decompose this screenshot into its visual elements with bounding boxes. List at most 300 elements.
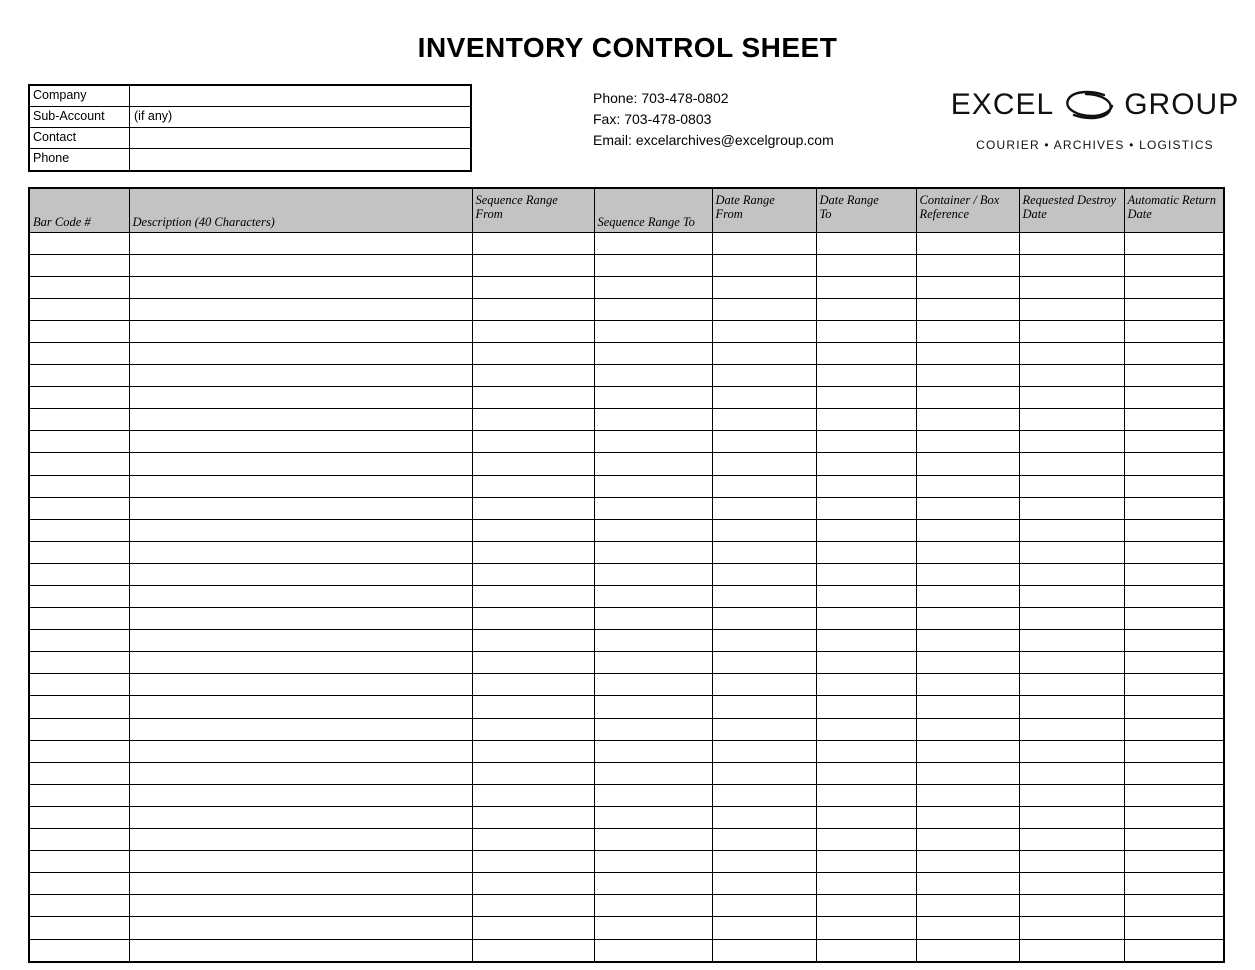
table-cell[interactable] bbox=[816, 806, 916, 828]
table-cell[interactable] bbox=[594, 740, 712, 762]
table-cell[interactable] bbox=[472, 829, 594, 851]
table-cell[interactable] bbox=[594, 254, 712, 276]
table-cell[interactable] bbox=[1019, 917, 1124, 939]
table-cell[interactable] bbox=[1019, 320, 1124, 342]
table-cell[interactable] bbox=[594, 674, 712, 696]
table-cell[interactable] bbox=[29, 254, 129, 276]
table-cell[interactable] bbox=[916, 519, 1019, 541]
table-cell[interactable] bbox=[594, 851, 712, 873]
table-cell[interactable] bbox=[816, 254, 916, 276]
table-cell[interactable] bbox=[29, 740, 129, 762]
table-cell[interactable] bbox=[472, 563, 594, 585]
table-cell[interactable] bbox=[816, 232, 916, 254]
table-cell[interactable] bbox=[916, 718, 1019, 740]
table-cell[interactable] bbox=[916, 475, 1019, 497]
table-cell[interactable] bbox=[1124, 409, 1224, 431]
table-cell[interactable] bbox=[594, 806, 712, 828]
table-cell[interactable] bbox=[594, 497, 712, 519]
table-cell[interactable] bbox=[1124, 232, 1224, 254]
table-cell[interactable] bbox=[29, 696, 129, 718]
table-cell[interactable] bbox=[1124, 541, 1224, 563]
table-cell[interactable] bbox=[29, 652, 129, 674]
table-cell[interactable] bbox=[472, 630, 594, 652]
table-cell[interactable] bbox=[129, 895, 472, 917]
table-cell[interactable] bbox=[1019, 298, 1124, 320]
table-cell[interactable] bbox=[594, 431, 712, 453]
table-cell[interactable] bbox=[816, 895, 916, 917]
table-cell[interactable] bbox=[916, 917, 1019, 939]
table-cell[interactable] bbox=[129, 718, 472, 740]
table-cell[interactable] bbox=[712, 519, 816, 541]
table-cell[interactable] bbox=[712, 895, 816, 917]
table-cell[interactable] bbox=[1019, 586, 1124, 608]
table-cell[interactable] bbox=[816, 674, 916, 696]
table-cell[interactable] bbox=[1124, 387, 1224, 409]
table-cell[interactable] bbox=[29, 431, 129, 453]
table-cell[interactable] bbox=[1124, 453, 1224, 475]
table-cell[interactable] bbox=[1019, 939, 1124, 962]
table-cell[interactable] bbox=[1019, 254, 1124, 276]
table-cell[interactable] bbox=[594, 387, 712, 409]
table-cell[interactable] bbox=[129, 365, 472, 387]
table-cell[interactable] bbox=[712, 365, 816, 387]
table-cell[interactable] bbox=[594, 652, 712, 674]
table-cell[interactable] bbox=[472, 365, 594, 387]
table-cell[interactable] bbox=[594, 718, 712, 740]
table-cell[interactable] bbox=[594, 365, 712, 387]
contact-field-value[interactable] bbox=[130, 128, 470, 148]
table-cell[interactable] bbox=[594, 519, 712, 541]
table-cell[interactable] bbox=[472, 541, 594, 563]
table-cell[interactable] bbox=[472, 586, 594, 608]
table-cell[interactable] bbox=[1019, 873, 1124, 895]
table-cell[interactable] bbox=[1124, 320, 1224, 342]
table-cell[interactable] bbox=[1019, 541, 1124, 563]
table-cell[interactable] bbox=[472, 784, 594, 806]
table-cell[interactable] bbox=[916, 320, 1019, 342]
table-cell[interactable] bbox=[594, 453, 712, 475]
table-cell[interactable] bbox=[29, 674, 129, 696]
table-cell[interactable] bbox=[816, 829, 916, 851]
table-cell[interactable] bbox=[1124, 718, 1224, 740]
table-cell[interactable] bbox=[29, 387, 129, 409]
table-cell[interactable] bbox=[712, 939, 816, 962]
table-cell[interactable] bbox=[594, 939, 712, 962]
table-cell[interactable] bbox=[916, 431, 1019, 453]
table-cell[interactable] bbox=[594, 320, 712, 342]
table-cell[interactable] bbox=[712, 586, 816, 608]
table-cell[interactable] bbox=[816, 784, 916, 806]
table-cell[interactable] bbox=[1019, 630, 1124, 652]
table-cell[interactable] bbox=[29, 409, 129, 431]
table-cell[interactable] bbox=[472, 298, 594, 320]
table-cell[interactable] bbox=[712, 276, 816, 298]
table-cell[interactable] bbox=[129, 497, 472, 519]
table-cell[interactable] bbox=[129, 298, 472, 320]
table-cell[interactable] bbox=[816, 365, 916, 387]
table-cell[interactable] bbox=[472, 519, 594, 541]
table-cell[interactable] bbox=[916, 365, 1019, 387]
table-cell[interactable] bbox=[816, 873, 916, 895]
table-cell[interactable] bbox=[129, 475, 472, 497]
table-cell[interactable] bbox=[29, 608, 129, 630]
table-cell[interactable] bbox=[29, 851, 129, 873]
table-cell[interactable] bbox=[129, 409, 472, 431]
table-cell[interactable] bbox=[1124, 740, 1224, 762]
table-cell[interactable] bbox=[712, 431, 816, 453]
company-field-value[interactable] bbox=[130, 86, 470, 106]
table-cell[interactable] bbox=[712, 718, 816, 740]
table-cell[interactable] bbox=[1019, 851, 1124, 873]
table-cell[interactable] bbox=[1019, 784, 1124, 806]
table-cell[interactable] bbox=[712, 563, 816, 585]
table-cell[interactable] bbox=[472, 232, 594, 254]
table-cell[interactable] bbox=[916, 453, 1019, 475]
table-cell[interactable] bbox=[816, 409, 916, 431]
table-cell[interactable] bbox=[916, 586, 1019, 608]
table-cell[interactable] bbox=[29, 298, 129, 320]
table-cell[interactable] bbox=[129, 652, 472, 674]
table-cell[interactable] bbox=[129, 431, 472, 453]
table-cell[interactable] bbox=[916, 541, 1019, 563]
table-cell[interactable] bbox=[129, 762, 472, 784]
table-cell[interactable] bbox=[916, 740, 1019, 762]
table-cell[interactable] bbox=[816, 320, 916, 342]
table-cell[interactable] bbox=[816, 541, 916, 563]
table-cell[interactable] bbox=[1019, 718, 1124, 740]
table-cell[interactable] bbox=[816, 939, 916, 962]
table-cell[interactable] bbox=[472, 652, 594, 674]
table-cell[interactable] bbox=[594, 630, 712, 652]
table-cell[interactable] bbox=[472, 740, 594, 762]
table-cell[interactable] bbox=[916, 630, 1019, 652]
table-cell[interactable] bbox=[1019, 475, 1124, 497]
table-cell[interactable] bbox=[1019, 806, 1124, 828]
table-cell[interactable] bbox=[29, 475, 129, 497]
table-cell[interactable] bbox=[1019, 365, 1124, 387]
table-cell[interactable] bbox=[1124, 365, 1224, 387]
table-cell[interactable] bbox=[29, 519, 129, 541]
table-cell[interactable] bbox=[712, 873, 816, 895]
table-cell[interactable] bbox=[1124, 342, 1224, 364]
table-cell[interactable] bbox=[472, 342, 594, 364]
table-cell[interactable] bbox=[1019, 674, 1124, 696]
table-cell[interactable] bbox=[1124, 519, 1224, 541]
table-cell[interactable] bbox=[594, 586, 712, 608]
table-cell[interactable] bbox=[1019, 276, 1124, 298]
table-cell[interactable] bbox=[712, 806, 816, 828]
table-cell[interactable] bbox=[129, 696, 472, 718]
phone-field-value[interactable] bbox=[130, 149, 470, 170]
table-cell[interactable] bbox=[816, 630, 916, 652]
table-cell[interactable] bbox=[472, 320, 594, 342]
table-cell[interactable] bbox=[816, 652, 916, 674]
table-cell[interactable] bbox=[916, 276, 1019, 298]
table-cell[interactable] bbox=[1124, 851, 1224, 873]
table-cell[interactable] bbox=[1019, 232, 1124, 254]
table-cell[interactable] bbox=[1019, 453, 1124, 475]
table-cell[interactable] bbox=[816, 917, 916, 939]
table-cell[interactable] bbox=[594, 409, 712, 431]
table-cell[interactable] bbox=[916, 608, 1019, 630]
table-cell[interactable] bbox=[1124, 298, 1224, 320]
table-cell[interactable] bbox=[594, 873, 712, 895]
table-cell[interactable] bbox=[916, 563, 1019, 585]
table-cell[interactable] bbox=[472, 254, 594, 276]
table-cell[interactable] bbox=[129, 586, 472, 608]
table-cell[interactable] bbox=[1124, 652, 1224, 674]
table-cell[interactable] bbox=[594, 541, 712, 563]
table-cell[interactable] bbox=[816, 298, 916, 320]
table-cell[interactable] bbox=[712, 497, 816, 519]
table-cell[interactable] bbox=[916, 409, 1019, 431]
table-cell[interactable] bbox=[594, 829, 712, 851]
table-cell[interactable] bbox=[712, 829, 816, 851]
table-cell[interactable] bbox=[712, 762, 816, 784]
table-cell[interactable] bbox=[816, 431, 916, 453]
table-cell[interactable] bbox=[129, 387, 472, 409]
table-cell[interactable] bbox=[916, 784, 1019, 806]
table-cell[interactable] bbox=[29, 563, 129, 585]
table-cell[interactable] bbox=[916, 939, 1019, 962]
table-cell[interactable] bbox=[129, 917, 472, 939]
table-cell[interactable] bbox=[816, 497, 916, 519]
table-cell[interactable] bbox=[472, 917, 594, 939]
table-cell[interactable] bbox=[1019, 762, 1124, 784]
table-cell[interactable] bbox=[712, 298, 816, 320]
table-cell[interactable] bbox=[29, 365, 129, 387]
table-cell[interactable] bbox=[129, 873, 472, 895]
table-cell[interactable] bbox=[1124, 917, 1224, 939]
table-cell[interactable] bbox=[594, 342, 712, 364]
table-cell[interactable] bbox=[712, 541, 816, 563]
table-cell[interactable] bbox=[1019, 895, 1124, 917]
table-cell[interactable] bbox=[816, 387, 916, 409]
table-cell[interactable] bbox=[29, 895, 129, 917]
table-cell[interactable] bbox=[29, 829, 129, 851]
table-cell[interactable] bbox=[712, 630, 816, 652]
table-cell[interactable] bbox=[1124, 254, 1224, 276]
table-cell[interactable] bbox=[472, 674, 594, 696]
table-cell[interactable] bbox=[29, 762, 129, 784]
table-cell[interactable] bbox=[29, 453, 129, 475]
table-cell[interactable] bbox=[712, 740, 816, 762]
table-cell[interactable] bbox=[1019, 409, 1124, 431]
table-cell[interactable] bbox=[1124, 873, 1224, 895]
table-cell[interactable] bbox=[129, 939, 472, 962]
table-cell[interactable] bbox=[816, 718, 916, 740]
table-cell[interactable] bbox=[29, 806, 129, 828]
table-cell[interactable] bbox=[129, 276, 472, 298]
table-cell[interactable] bbox=[712, 320, 816, 342]
table-cell[interactable] bbox=[472, 453, 594, 475]
table-cell[interactable] bbox=[916, 873, 1019, 895]
table-cell[interactable] bbox=[129, 519, 472, 541]
table-cell[interactable] bbox=[29, 276, 129, 298]
table-cell[interactable] bbox=[129, 674, 472, 696]
table-cell[interactable] bbox=[129, 320, 472, 342]
table-cell[interactable] bbox=[594, 608, 712, 630]
table-cell[interactable] bbox=[712, 453, 816, 475]
table-cell[interactable] bbox=[129, 453, 472, 475]
table-cell[interactable] bbox=[712, 232, 816, 254]
table-cell[interactable] bbox=[816, 608, 916, 630]
table-cell[interactable] bbox=[472, 873, 594, 895]
table-cell[interactable] bbox=[916, 387, 1019, 409]
table-cell[interactable] bbox=[1019, 497, 1124, 519]
table-cell[interactable] bbox=[472, 409, 594, 431]
table-cell[interactable] bbox=[1019, 652, 1124, 674]
table-cell[interactable] bbox=[594, 696, 712, 718]
table-cell[interactable] bbox=[472, 762, 594, 784]
table-cell[interactable] bbox=[1124, 475, 1224, 497]
table-cell[interactable] bbox=[1124, 829, 1224, 851]
table-cell[interactable] bbox=[594, 917, 712, 939]
table-cell[interactable] bbox=[712, 652, 816, 674]
table-cell[interactable] bbox=[1019, 431, 1124, 453]
table-cell[interactable] bbox=[712, 674, 816, 696]
table-cell[interactable] bbox=[816, 342, 916, 364]
table-cell[interactable] bbox=[129, 630, 472, 652]
table-cell[interactable] bbox=[916, 342, 1019, 364]
table-cell[interactable] bbox=[1019, 740, 1124, 762]
table-cell[interactable] bbox=[1019, 519, 1124, 541]
table-cell[interactable] bbox=[129, 829, 472, 851]
table-cell[interactable] bbox=[916, 652, 1019, 674]
table-cell[interactable] bbox=[472, 851, 594, 873]
table-cell[interactable] bbox=[816, 851, 916, 873]
table-cell[interactable] bbox=[1019, 342, 1124, 364]
table-cell[interactable] bbox=[129, 254, 472, 276]
table-cell[interactable] bbox=[29, 718, 129, 740]
table-cell[interactable] bbox=[916, 696, 1019, 718]
table-cell[interactable] bbox=[712, 851, 816, 873]
table-cell[interactable] bbox=[712, 409, 816, 431]
table-cell[interactable] bbox=[916, 232, 1019, 254]
table-cell[interactable] bbox=[472, 608, 594, 630]
table-cell[interactable] bbox=[712, 254, 816, 276]
table-cell[interactable] bbox=[129, 608, 472, 630]
table-cell[interactable] bbox=[594, 475, 712, 497]
table-cell[interactable] bbox=[1124, 563, 1224, 585]
table-cell[interactable] bbox=[1124, 895, 1224, 917]
table-cell[interactable] bbox=[29, 497, 129, 519]
table-cell[interactable] bbox=[472, 475, 594, 497]
table-cell[interactable] bbox=[712, 387, 816, 409]
table-cell[interactable] bbox=[129, 806, 472, 828]
table-cell[interactable] bbox=[29, 917, 129, 939]
table-cell[interactable] bbox=[816, 475, 916, 497]
table-cell[interactable] bbox=[472, 497, 594, 519]
table-cell[interactable] bbox=[29, 342, 129, 364]
table-cell[interactable] bbox=[916, 497, 1019, 519]
table-cell[interactable] bbox=[129, 342, 472, 364]
table-cell[interactable] bbox=[594, 563, 712, 585]
table-cell[interactable] bbox=[712, 784, 816, 806]
table-cell[interactable] bbox=[129, 541, 472, 563]
table-cell[interactable] bbox=[472, 806, 594, 828]
table-cell[interactable] bbox=[1124, 696, 1224, 718]
table-cell[interactable] bbox=[29, 939, 129, 962]
table-cell[interactable] bbox=[1124, 586, 1224, 608]
table-cell[interactable] bbox=[816, 762, 916, 784]
table-cell[interactable] bbox=[472, 718, 594, 740]
table-cell[interactable] bbox=[816, 586, 916, 608]
table-cell[interactable] bbox=[1019, 387, 1124, 409]
table-cell[interactable] bbox=[472, 431, 594, 453]
table-cell[interactable] bbox=[472, 895, 594, 917]
table-cell[interactable] bbox=[1124, 939, 1224, 962]
table-cell[interactable] bbox=[29, 630, 129, 652]
table-cell[interactable] bbox=[594, 784, 712, 806]
table-cell[interactable] bbox=[1124, 608, 1224, 630]
table-cell[interactable] bbox=[594, 232, 712, 254]
table-cell[interactable] bbox=[916, 674, 1019, 696]
table-cell[interactable] bbox=[1019, 829, 1124, 851]
table-cell[interactable] bbox=[916, 806, 1019, 828]
table-cell[interactable] bbox=[594, 298, 712, 320]
table-cell[interactable] bbox=[472, 276, 594, 298]
table-cell[interactable] bbox=[1124, 762, 1224, 784]
table-cell[interactable] bbox=[129, 232, 472, 254]
table-cell[interactable] bbox=[816, 740, 916, 762]
table-cell[interactable] bbox=[1124, 784, 1224, 806]
table-cell[interactable] bbox=[712, 475, 816, 497]
table-cell[interactable] bbox=[1019, 608, 1124, 630]
table-cell[interactable] bbox=[916, 298, 1019, 320]
table-cell[interactable] bbox=[1124, 674, 1224, 696]
table-cell[interactable] bbox=[816, 696, 916, 718]
table-cell[interactable] bbox=[816, 563, 916, 585]
table-cell[interactable] bbox=[472, 387, 594, 409]
table-cell[interactable] bbox=[816, 276, 916, 298]
table-cell[interactable] bbox=[1019, 563, 1124, 585]
table-cell[interactable] bbox=[29, 873, 129, 895]
sub-account-field-value[interactable]: (if any) bbox=[134, 109, 173, 123]
table-cell[interactable] bbox=[129, 563, 472, 585]
table-cell[interactable] bbox=[472, 939, 594, 962]
table-cell[interactable] bbox=[712, 696, 816, 718]
table-cell[interactable] bbox=[712, 342, 816, 364]
table-cell[interactable] bbox=[916, 762, 1019, 784]
table-cell[interactable] bbox=[472, 696, 594, 718]
table-cell[interactable] bbox=[712, 608, 816, 630]
table-cell[interactable] bbox=[29, 320, 129, 342]
table-cell[interactable] bbox=[29, 784, 129, 806]
table-cell[interactable] bbox=[916, 254, 1019, 276]
table-cell[interactable] bbox=[594, 895, 712, 917]
table-cell[interactable] bbox=[712, 917, 816, 939]
table-cell[interactable] bbox=[1124, 630, 1224, 652]
table-cell[interactable] bbox=[29, 541, 129, 563]
table-cell[interactable] bbox=[129, 851, 472, 873]
table-cell[interactable] bbox=[916, 895, 1019, 917]
table-cell[interactable] bbox=[916, 829, 1019, 851]
table-cell[interactable] bbox=[129, 784, 472, 806]
table-cell[interactable] bbox=[916, 851, 1019, 873]
table-cell[interactable] bbox=[1124, 497, 1224, 519]
table-cell[interactable] bbox=[1124, 276, 1224, 298]
table-cell[interactable] bbox=[29, 586, 129, 608]
table-cell[interactable] bbox=[1124, 431, 1224, 453]
table-cell[interactable] bbox=[594, 276, 712, 298]
table-cell[interactable] bbox=[29, 232, 129, 254]
table-cell[interactable] bbox=[1124, 806, 1224, 828]
table-cell[interactable] bbox=[129, 740, 472, 762]
table-cell[interactable] bbox=[816, 519, 916, 541]
table-cell[interactable] bbox=[816, 453, 916, 475]
table-cell[interactable] bbox=[594, 762, 712, 784]
